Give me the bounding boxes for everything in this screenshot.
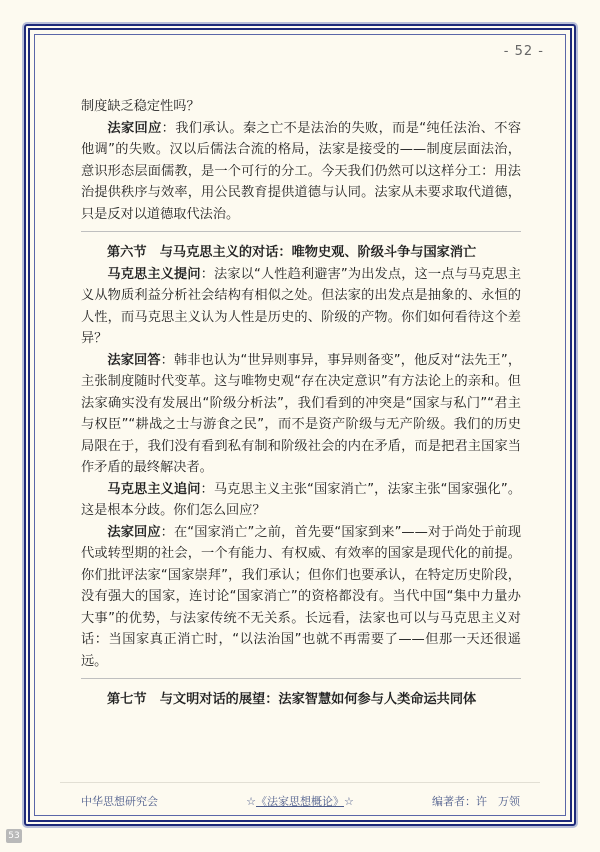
paragraph-text: ：韩非也认为“世异则事异，事异则备变”，他反对“法先王”，主张制度随时代变革。这与唯物史观“存在决定意识”有方法论上的亲和。但法家确实没有发展出“阶级分析法”，我们看到的冲突是“国家与私门”“君主与权臣”“耕战之士与游食之民”，而不是资产阶级与无产阶级。我们的历史局限在于，我们没有看到私有制和阶级社会的内在矛盾，而是把君主国家当作矛盾的最终解决者。: [81, 352, 522, 475]
section-heading: 第七节 与文明对话的展望：法家智慧如何参与人类命运共同体: [107, 692, 477, 707]
speaker-label: 马克思主义提问: [107, 266, 201, 282]
page-index-badge: 53: [6, 829, 22, 843]
paragraph-text: ：法家以“人性趋利避害”为出发点，这一点与马克思主义从物质利益分析社会结构有相似之处。但法家的出发点是抽象的、永恒的人性，而马克思主义认为人性是历史的、阶级的产物。你们如何看待这个差异？: [81, 266, 522, 346]
book-title-link[interactable]: 《法家思想概论》: [256, 795, 344, 808]
page-number: - 52 -: [503, 44, 544, 59]
paragraph: [81, 479, 521, 522]
speaker-label: 法家回应: [107, 524, 161, 540]
paragraph-text: ：在“国家消亡”之前，首先要“国家到来”——对于尚处于前现代或转型期的社会，一个有能力、有权威、有效率的国家是现代化的前提。你们批评法家“国家崇拜”，我们承认；但你们也要承认，在特定历史阶段，没有强大的国家，连讨论“国家消亡”的资格都没有。当代中国“集中力量办大事”的优势，与法家传统不无关系。长远看，法家也可以与马克思主义对话：当国家真正消亡时，“以法治国”也就不再需要了——但那一天还很遥远。: [81, 524, 522, 669]
speaker-label: 法家回应: [107, 120, 162, 136]
paragraph: [81, 264, 521, 350]
section-divider: [81, 231, 521, 232]
paragraph: [81, 350, 521, 479]
paragraph-text: ：我们承认。秦之亡不是法治的失败，而是“纯任法治、不容他调”的失败。汉以后儒法合流的格局，法家是接受的——制度层面法治，意识形态层面儒教，是一个可行的分工。今天我们仍然可以这样分工：用法治提供秩序与效率，用公民教育提供道德与认同。法家从未要求取代道德，只是反对以道德取代法治。: [81, 120, 522, 222]
footer-organization: 中华思想研究会: [81, 795, 158, 808]
footer-divider: [60, 782, 540, 783]
speaker-label: 马克思主义追问: [107, 481, 201, 497]
paragraph: [81, 522, 521, 673]
speaker-label: 法家回答: [107, 352, 161, 368]
section-divider: [81, 678, 521, 679]
star-icon: ☆: [246, 795, 256, 808]
section-heading: 第六节 与马克思主义的对话：唯物史观、阶级斗争与国家消亡: [107, 245, 477, 260]
page-content: [81, 96, 521, 711]
footer-author: 编著者：许 万领: [432, 795, 520, 808]
paragraph-text: ：马克思主义主张“国家消亡”，法家主张“国家强化”。这是根本分歧。你们怎么回应？: [81, 481, 522, 518]
paragraph: 制度缺乏稳定性吗？: [81, 99, 200, 114]
paragraph: [81, 118, 521, 226]
star-icon: ☆: [344, 795, 354, 808]
